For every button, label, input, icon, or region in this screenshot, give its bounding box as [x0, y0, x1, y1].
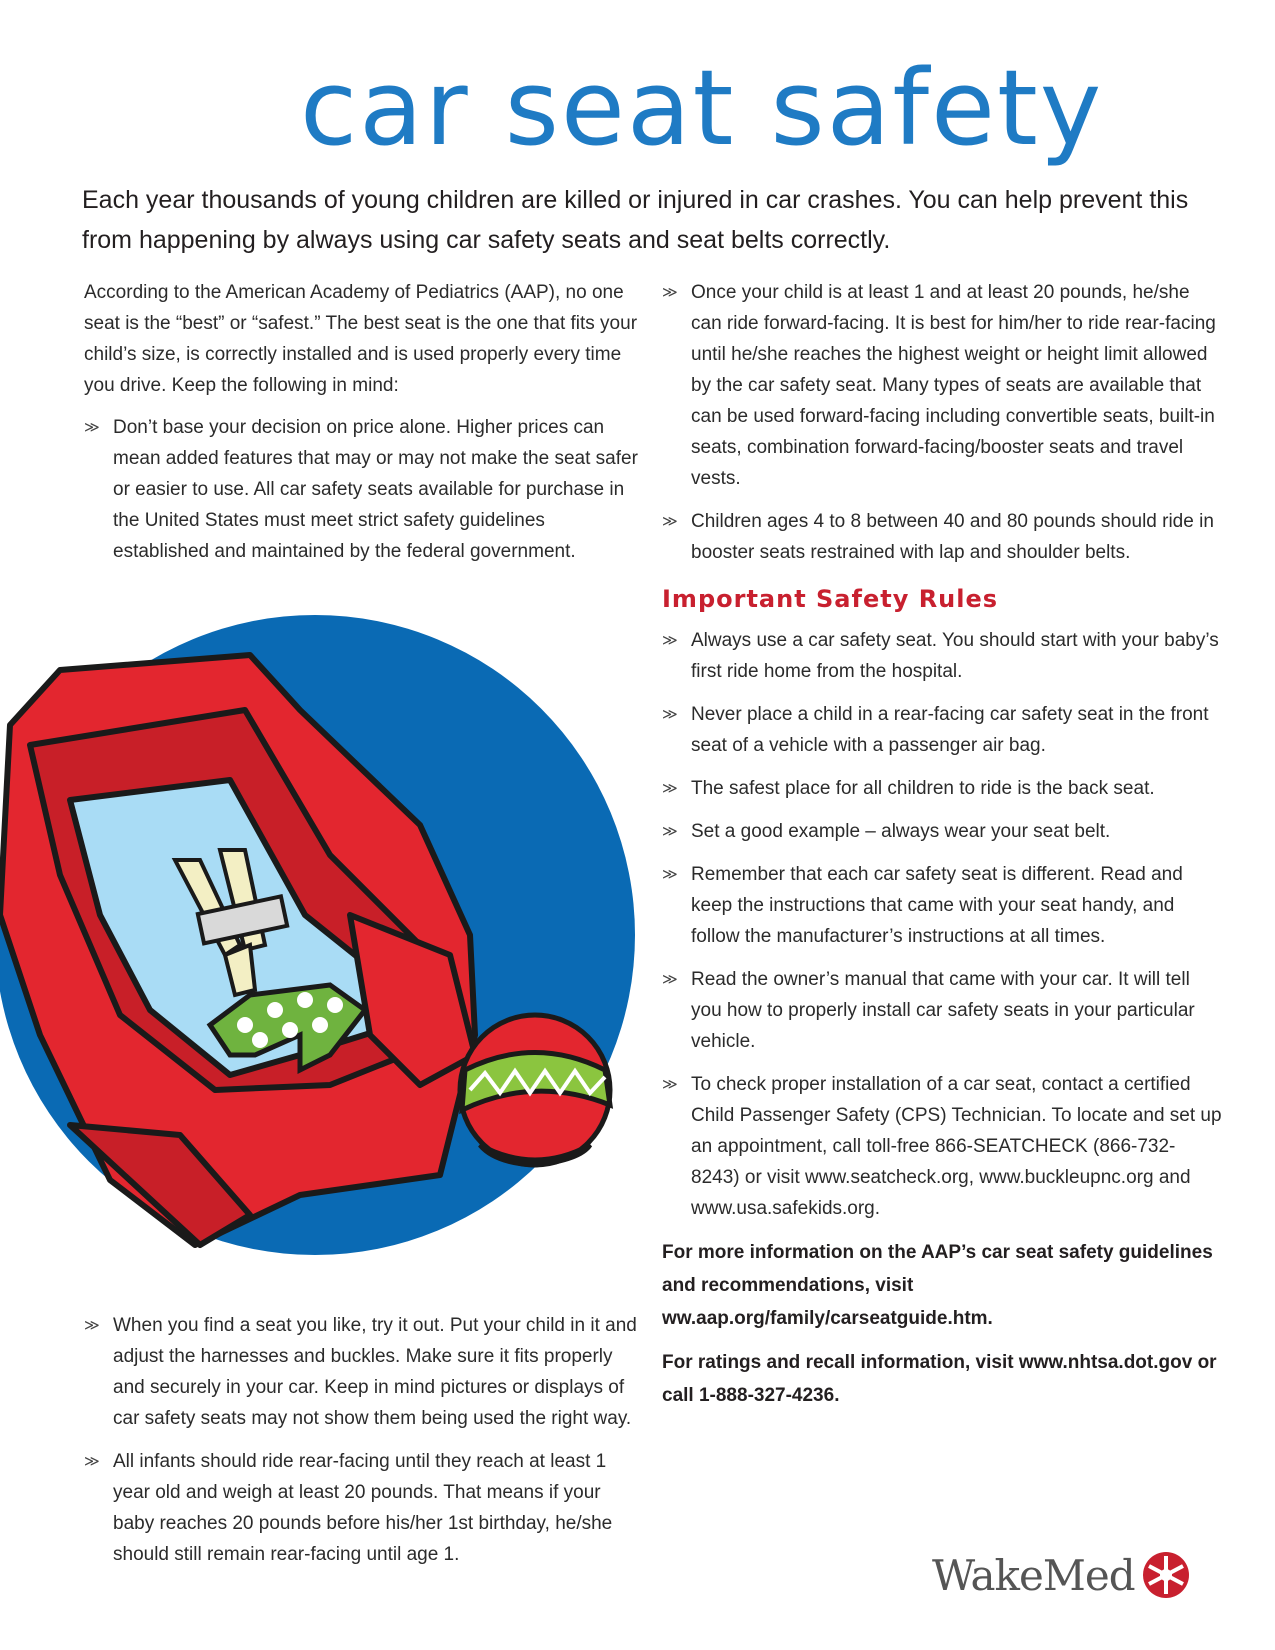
list-item: ≫ Always use a car safety seat. You should start with your baby’s first ride home from the hospital. — [662, 625, 1222, 687]
left-column-bottom — [84, 1310, 644, 1582]
list-item: ≫ Read the owner’s manual that came with your car. It will tell you how to properly install car safety seats in your particular vehicle. — [662, 964, 1222, 1057]
list-item: ≫ Set a good example – always wear your seat belt. — [662, 816, 1222, 847]
ball-illustration — [460, 1015, 610, 1165]
list-item: ≫ The safest place for all children to ride is the back seat. — [662, 773, 1222, 804]
more-info-text: For more information on the AAP’s car seat safety guidelines and recommendations, visit ww.aap.org/family/carseatguide.htm. — [662, 1242, 1213, 1329]
list-item: ≫ Children ages 4 to 8 between 40 and 80 pounds should ride in booster seats restrained with lap and shoulder belts. — [662, 506, 1222, 568]
right-column — [662, 277, 1222, 1423]
list-item: ≫ Don’t base your decision on price alone. Higher prices can mean added features that may or may not make the seat safer or easier to use. All car safety seats available for purchase in the United States must meet strict safety guidelines established and maintained by the federal government. — [84, 412, 644, 567]
list-item: ≫ Never place a child in a rear-facing car safety seat in the front seat of a vehicle with a passenger air bag. — [662, 699, 1222, 761]
list-item: ≫ Remember that each car safety seat is different. Read and keep the instructions that came with your seat handy, and follow the manufacturer’s instructions at all times. — [662, 859, 1222, 952]
wakemed-logo — [932, 1545, 1191, 1605]
list-item: ≫ To check proper installation of a car seat, contact a certified Child Passenger Safety (CPS) Technician. To locate and set up an appointment, call toll-free 866-SEATCHECK (866-732-8243) or visit www.seatcheck.org, www.buckleupnc.org and www.usa.safekids.org. — [662, 1069, 1222, 1224]
list-item: ≫ When you find a seat you like, try it out. Put your child in it and adjust the harnesses and buckles. Make sure it fits properly and securely in your car. Keep in mind pictures or displays of car safety seats may not show them being used the right way. — [84, 1310, 644, 1434]
left-bullet-list-top — [84, 412, 644, 567]
safety-rules-list — [662, 625, 1222, 1224]
car-seat-illustration — [0, 615, 640, 1255]
right-bullet-list-top — [662, 277, 1222, 568]
list-item: ≫ Once your child is at least 1 and at least 20 pounds, he/she can ride forward-facing. It is best for him/her to ride rear-facing until he/she reaches the highest weight or height limit allowed by the car safety seat. Many types of seats are available that can be used forward-facing including convertible seats, built-in seats, combination forward-facing/booster seats and travel vests. — [662, 277, 1222, 494]
left-column-top — [84, 277, 644, 579]
ratings-info-text: For ratings and recall information, visit www.nhtsa.dot.gov or call 1-888-327-4236. — [662, 1352, 1217, 1406]
logo-text: WakeMed — [932, 1550, 1135, 1600]
intro-text: Each year thousands of young children are killed or injured in car crashes. You can help prevent this from happening by always using car safety seats and seat belts correctly. — [82, 186, 1189, 254]
page-title: car seat safety — [300, 47, 1104, 169]
left-bullet-list-bottom — [84, 1310, 644, 1570]
wakemed-logo-icon — [1141, 1550, 1191, 1600]
safety-rules-heading: Important Safety Rules — [662, 585, 999, 613]
aap-intro-paragraph: According to the American Academy of Pediatrics (AAP), no one seat is the “best” or “safest.” The best seat is the one that fits your child’s size, is correctly installed and is used properly every time you drive. Keep the following in mind: — [84, 282, 638, 396]
list-item: ≫ All infants should ride rear-facing until they reach at least 1 year old and weigh at least 20 pounds. That means if your baby reaches 20 pounds before his/her 1st birthday, he/she should still remain rear-facing until age 1. — [84, 1446, 644, 1570]
